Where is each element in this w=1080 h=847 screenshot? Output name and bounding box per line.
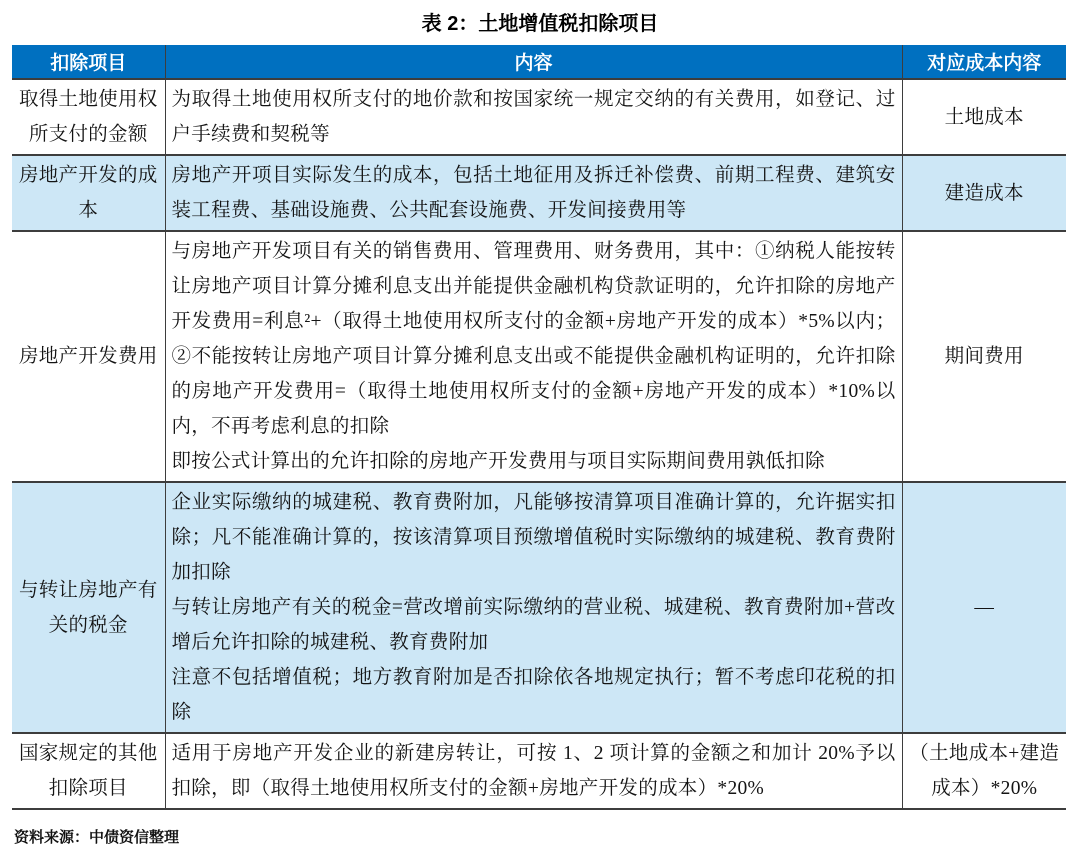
source-note: 资料来源：中债资信整理	[14, 829, 180, 846]
deduction-item-cell: 房地产开发费用	[12, 231, 165, 482]
land-vat-deduction-table	[12, 45, 1066, 810]
table-header-row	[12, 45, 1066, 79]
table-row	[12, 733, 1066, 809]
header-content: 内容	[165, 45, 902, 79]
content-cell	[165, 79, 902, 155]
content-cell	[165, 231, 902, 482]
content-paragraph: 即按公式计算出的允许扣除的房地产开发费用与项目实际期间费用孰低扣除	[171, 451, 825, 472]
header-cost-mapping: 对应成本内容	[902, 45, 1066, 79]
content-paragraph: 为取得土地使用权所支付的地价款和按国家统一规定交纳的有关费用，如登记、过户手续费和契税等	[171, 89, 896, 145]
cost-cell: 土地成本	[902, 79, 1066, 155]
table-row	[12, 79, 1066, 155]
content-paragraph: 适用于房地产开发企业的新建房转让，可按 1、2 项计算的金额之和加计 20%予以扣除，即（取得土地使用权所支付的金额+房地产开发的成本）*20%	[171, 743, 896, 799]
table-row	[12, 155, 1066, 231]
content-cell	[165, 482, 902, 733]
deduction-item-cell: 国家规定的其他扣除项目	[12, 733, 165, 809]
content-paragraph: 企业实际缴纳的城建税、教育费附加，凡能够按清算项目准确计算的，允许据实扣除；凡不能准确计算的，按该清算项目预缴增值税时实际缴纳的城建税、教育费附加扣除	[171, 492, 896, 583]
content-paragraph: 注意不包括增值税；地方教育附加是否扣除依各地规定执行；暂不考虑印花税的扣除	[171, 667, 896, 723]
content-paragraph: 与转让房地产有关的税金=营改增前实际缴纳的营业税、城建税、教育费附加+营改增后允许扣除的城建税、教育费附加	[171, 597, 896, 653]
cost-cell: 期间费用	[902, 231, 1066, 482]
deduction-item-cell: 房地产开发的成本	[12, 155, 165, 231]
header-deduction-item: 扣除项目	[12, 45, 165, 79]
content-paragraph: 与房地产开发项目有关的销售费用、管理费用、财务费用，其中：①纳税人能按转让房地产项目计算分摊利息支出并能提供金融机构贷款证明的，允许扣除的房地产开发费用=利息²+（取得土地使用权所支付的金额+房地产开发的成本）*5%以内；②不能按转让房地产项目计算分摊利息支出或不能提供金融机构证明的，允许扣除的房地产开发费用=（取得土地使用权所支付的金额+房地产开发的成本）*10%以内，不再考虑利息的扣除	[171, 241, 896, 437]
table-row	[12, 482, 1066, 733]
table-title: 表 2：土地增值税扣除项目	[421, 13, 659, 35]
deduction-item-cell: 取得土地使用权所支付的金额	[12, 79, 165, 155]
content-cell	[165, 155, 902, 231]
deduction-item-cell: 与转让房地产有关的税金	[12, 482, 165, 733]
cost-cell: 建造成本	[902, 155, 1066, 231]
content-paragraph: 房地产开项目实际发生的成本，包括土地征用及拆迁补偿费、前期工程费、建筑安装工程费、基础设施费、公共配套设施费、开发间接费用等	[171, 165, 896, 221]
cost-cell: （土地成本+建造成本）*20%	[902, 733, 1066, 809]
content-cell	[165, 733, 902, 809]
cost-cell: —	[902, 482, 1066, 733]
table-row	[12, 231, 1066, 482]
table-body	[12, 79, 1066, 809]
